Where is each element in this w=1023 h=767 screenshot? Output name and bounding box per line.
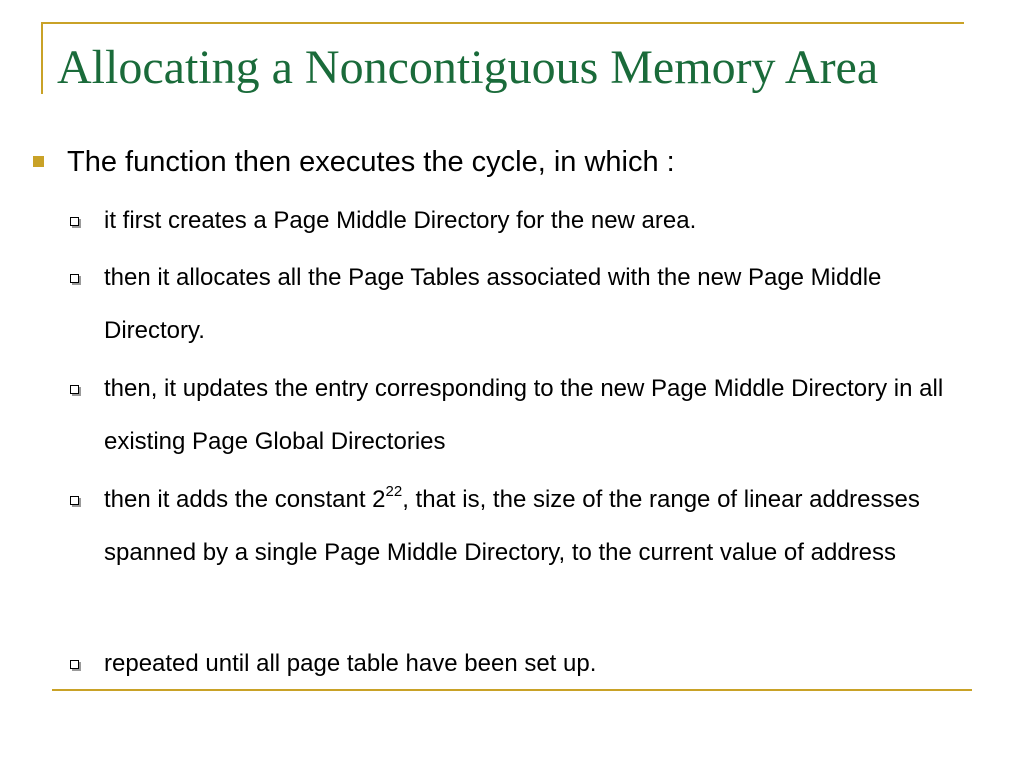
sub-bullet-text: repeated until all page table have been set up. <box>104 650 597 677</box>
title-frame-left-line <box>41 22 43 94</box>
sub-bullet-text: then it allocates all the Page Tables associated with the new Page Middle Directory. <box>104 264 882 344</box>
footer-divider-line <box>52 689 972 691</box>
hollow-square-bullet-icon <box>70 385 79 394</box>
sub-bullet-text-post: , that is, the size of the range of linear addresses spanned by a single Page Middle Directory, to the current value of address <box>104 486 920 566</box>
square-bullet-icon <box>33 156 44 167</box>
hollow-square-bullet-icon <box>70 496 79 505</box>
sub-bullet-text-pre: then it adds the constant 2 <box>104 486 386 513</box>
slide-title: Allocating a Noncontiguous Memory Area <box>57 41 879 94</box>
hollow-square-bullet-icon <box>70 217 79 226</box>
sub-bullet-text <box>104 473 970 579</box>
title-frame-top-line <box>41 22 964 24</box>
hollow-square-bullet-icon <box>70 274 79 283</box>
exponent: 22 <box>385 483 403 500</box>
hollow-square-bullet-icon <box>70 660 79 669</box>
sub-bullet-text: it first creates a Page Middle Directory for the new area. <box>104 207 697 234</box>
sub-bullet-text: then, it updates the entry corresponding to the new Page Middle Directory in all existing Page Global Directories <box>104 375 944 455</box>
main-bullet-text: The function then executes the cycle, in which : <box>67 146 675 178</box>
